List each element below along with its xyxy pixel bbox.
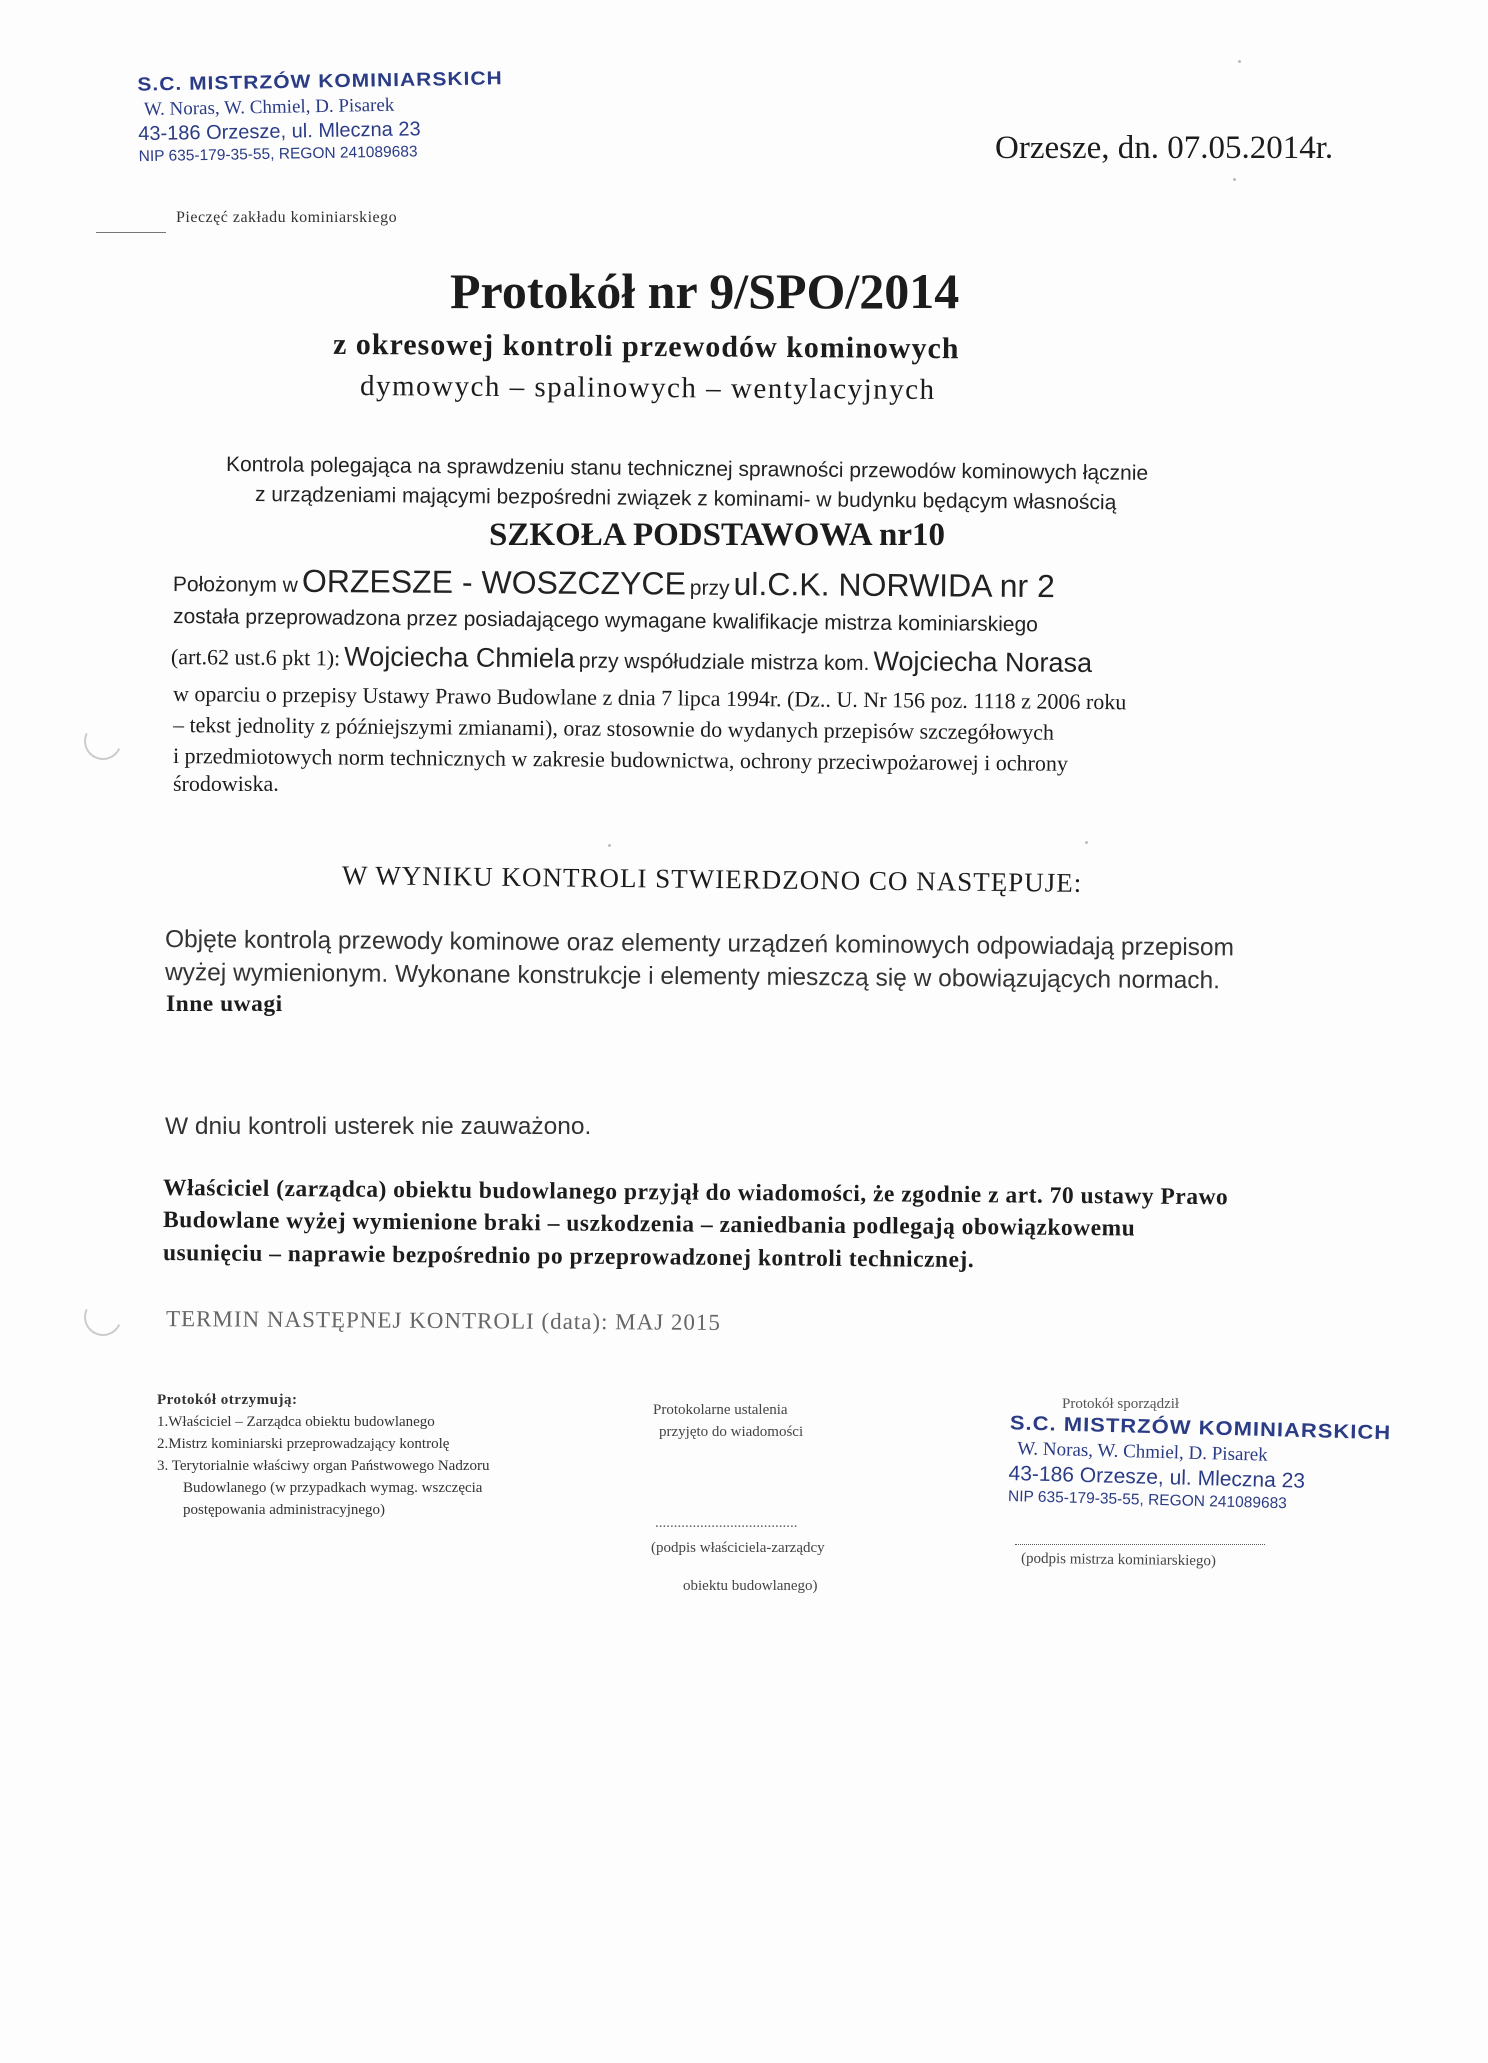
scan-speck — [1085, 841, 1088, 844]
stamp-tax-ids: NIP 635-179-35-55, REGON 241089683 — [138, 143, 418, 166]
protocol-subtitle-line1: z okresowej kontroli przewodów kominowych — [332, 327, 960, 366]
building-owner: SZKOŁA PODSTAWOWA nr10 — [489, 517, 945, 553]
owner-notice-line-1: Właściciel (zarządca) obiektu budowlanego przyjął do wiadomości, że zgodnie z art. 70 ustawy Prawo — [162, 1175, 1229, 1211]
inspector-name: Wojciecha Chmiela — [344, 641, 575, 674]
scan-speck — [1238, 60, 1241, 63]
scan-speck — [608, 844, 611, 847]
distribution-item: Budowlanego (w przypadkach wymag. wszczęcia — [183, 1480, 483, 1496]
owner-notice-line-2: Budowlane wyżej wymienione braki – uszkodzenia – zaniedbania podlegają obowiązkowemu — [162, 1207, 1136, 1242]
other-notes-label: Inne uwagi — [166, 991, 283, 1017]
no-defects-statement: W dniu kontroli usterek nie zauważono. — [165, 1113, 592, 1140]
stamp-owners: W. Noras, W. Chmiel, D. Pisarek — [143, 94, 395, 121]
master-signature-line — [1015, 1544, 1265, 1545]
next-control-date: TERMIN NASTĘPNEJ KONTROLI (data): MAJ 2015 — [165, 1306, 722, 1335]
assistant-name: Wojciecha Norasa — [873, 646, 1093, 679]
seal-caption: Pieczęć zakładu kominiarskiego — [176, 209, 398, 226]
company-stamp-top — [137, 67, 504, 166]
location-line — [173, 562, 1055, 605]
findings-heading: W WYNIKU KONTROLI STWIERDZONO CO NASTĘPUJE: — [341, 860, 1083, 898]
binder-hole-mark — [79, 717, 128, 766]
seal-caption-divider — [96, 232, 166, 233]
findings-line-1: Objęte kontrolą przewody kominowe oraz elementy urządzeń kominowych odpowiadają przepisom — [164, 926, 1235, 962]
owner-signature-label: (podpis właściciela-zarządcy — [651, 1540, 825, 1556]
performed-line: została przeprowadzona przez posiadającego wymagane kwalifikacje mistrza kominiarskiego — [172, 605, 1038, 637]
location-city: ORZESZE - WOSZCZYCE — [301, 562, 687, 602]
distribution-item: 1.Właściciel – Zarządca obiektu budowlanego — [157, 1414, 435, 1430]
stamp-company-name: S.C. MISTRZÓW KOMINIARSKICH — [1009, 1411, 1392, 1444]
stamp-address: 43-186 Orzesze, ul. Mleczna 23 — [138, 118, 421, 146]
distribution-item: postępowania administracyjnego) — [183, 1502, 386, 1518]
intro-line-2: z urządzeniami mającymi bezpośredni związek z kominami- w budynku będącym własnością — [254, 483, 1117, 515]
company-stamp-bottom — [1008, 1410, 1392, 1516]
binder-hole-mark — [79, 1293, 128, 1342]
owner-signature-label-2: obiektu budowlanego) — [683, 1578, 818, 1594]
legal-line-1: w oparciu o przepisy Ustawy Prawo Budowlane z dnia 7 lipca 1994r. (Dz.. U. Nr 156 poz. 1118 z 2006 roku — [172, 681, 1127, 715]
findings-line-2: wyżej wymienionym. Wykonane konstrukcje i elementy mieszczą się w obowiązujących normach. — [164, 959, 1221, 995]
owner-notice-line-3: usunięciu – naprawie bezpośrednio po przeprowadzonej kontroli technicznej. — [162, 1240, 975, 1274]
stamp-address: 43-186 Orzesze, ul. Mleczna 23 — [1008, 1461, 1306, 1493]
scan-speck — [1233, 178, 1236, 181]
distribution-item: 3. Terytorialnie właściwy organ Państwowego Nadzoru — [157, 1458, 490, 1474]
location-mid: przy — [689, 576, 730, 600]
legal-line-2: – tekst jednolity z późniejszymi zmianami), oraz stosownie do wydanych przepisów szczegółowych — [172, 712, 1055, 745]
intro-line-1: Kontrola polegająca na sprawdzeniu stanu technicznej sprawności przewodów kominowych łącznie — [225, 453, 1149, 485]
distribution-title: Protokół otrzymują: — [157, 1392, 298, 1408]
acceptance-line-2: przyjęto do wiadomości — [659, 1424, 804, 1440]
master-signature-label: (podpis mistrza kominiarskiego) — [1020, 1550, 1217, 1570]
legal-line-4: środowiska. — [173, 771, 279, 796]
document-date: Orzesze, dn. 07.05.2014r. — [995, 130, 1334, 166]
stamp-owners: W. Noras, W. Chmiel, D. Pisarek — [1016, 1438, 1268, 1466]
inspector-prefix: (art.62 ust.6 pkt 1): — [170, 644, 341, 671]
inspector-line — [171, 640, 1092, 679]
distribution-item: 2.Mistrz kominiarski przeprowadzający kontrolę — [157, 1436, 450, 1452]
acceptance-line-1: Protokolarne ustalenia — [653, 1402, 788, 1418]
stamp-tax-ids: NIP 635-179-35-55, REGON 241089683 — [1007, 1487, 1288, 1513]
location-street: ul.C.K. NORWIDA nr 2 — [733, 565, 1055, 605]
inspector-mid: przy współudziale mistrza kom. — [578, 649, 870, 676]
prepared-by-label: Protokół sporządził — [1062, 1396, 1180, 1412]
legal-line-3: i przedmiotowych norm technicznych w zakresie budownictwa, ochrony przeciwpożarowej i ochrony — [172, 743, 1069, 776]
protocol-title: Protokół nr 9/SPO/2014 — [450, 263, 960, 319]
protocol-subtitle-line2: dymowych – spalinowych – wentylacyjnych — [359, 369, 936, 407]
location-prefix: Położonym w — [172, 573, 298, 597]
owner-signature-dots: ...................................... — [655, 1515, 798, 1531]
stamp-company-name: S.C. MISTRZÓW KOMINIARSKICH — [137, 68, 503, 96]
